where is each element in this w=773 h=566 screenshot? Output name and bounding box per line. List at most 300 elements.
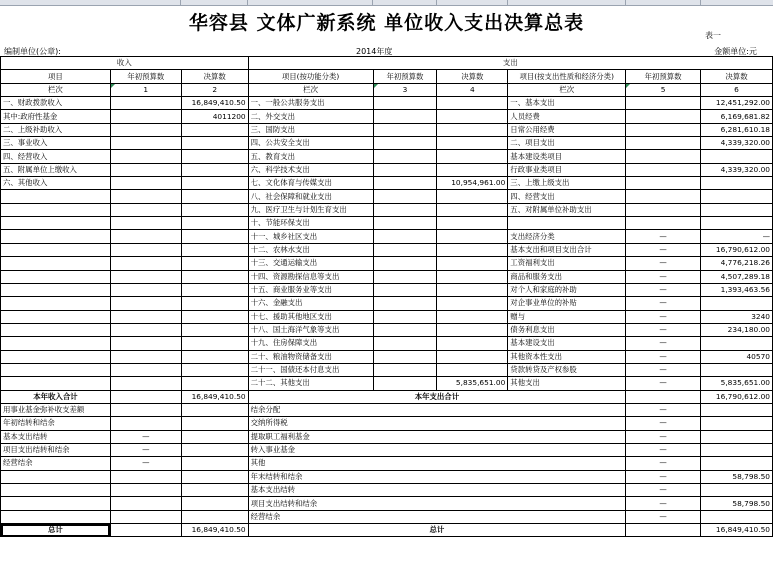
table-cell[interactable]: 其他 [248,457,626,470]
table-cell[interactable]: — [626,337,701,350]
col-budget[interactable]: 年初预算数 [373,70,437,83]
table-cell[interactable] [110,403,181,416]
table-cell[interactable] [181,177,248,190]
table-row [1,190,773,203]
table-cell[interactable] [181,123,248,136]
table-cell[interactable] [1,377,111,390]
table-cell[interactable] [437,323,508,336]
table-cell[interactable]: 行政事业类项目 [508,163,626,176]
table-cell[interactable] [1,337,111,350]
table-cell[interactable] [1,510,111,523]
table-cell[interactable] [110,497,181,510]
table-cell[interactable] [1,363,111,376]
table-cell[interactable] [181,430,248,443]
table-cell[interactable] [373,323,437,336]
table-cell[interactable] [181,417,248,430]
table-cell[interactable] [110,350,181,363]
table-cell[interactable] [437,163,508,176]
table-cell[interactable] [181,337,248,350]
table-cell[interactable]: 40570 [701,350,773,363]
table-cell[interactable]: 二、上级补助收入 [1,123,111,136]
table-cell[interactable]: 用事业基金弥补收支差额 [1,403,111,416]
table-cell[interactable] [626,190,701,203]
table-cell[interactable]: 16,849,410.50 [181,97,248,110]
table-cell[interactable] [437,337,508,350]
table-cell[interactable]: 十二、农林水支出 [248,243,373,256]
table-cell[interactable]: 四、经营收入 [1,150,111,163]
table-cell[interactable] [701,297,773,310]
col-label[interactable]: 栏次 [1,83,111,96]
table-row [1,97,773,110]
table-cell[interactable]: 58,798.50 [701,470,773,483]
table-cell[interactable] [701,190,773,203]
table-cell[interactable]: 4,507,289.18 [701,270,773,283]
table-cell[interactable]: 五、对附属单位补助支出 [508,203,626,216]
table-cell[interactable] [110,377,181,390]
col-item-econ[interactable]: 项目(按支出性质和经济分类) [508,70,626,83]
table-row [1,57,773,70]
table-cell[interactable]: 基本支出结转 [1,430,111,443]
table-cell[interactable] [110,163,181,176]
table-cell[interactable] [437,243,508,256]
table-cell[interactable] [701,484,773,497]
table-cell[interactable] [701,363,773,376]
table-cell[interactable]: 五、附属单位上缴收入 [1,163,111,176]
table-cell[interactable] [110,283,181,296]
table-cell[interactable] [437,310,508,323]
table-cell[interactable] [373,110,437,123]
table-cell[interactable] [1,217,111,230]
col-budget[interactable]: 年初预算数 [626,70,701,83]
table-cell[interactable]: — [626,230,701,243]
table-cell[interactable]: 3240 [701,310,773,323]
table-cell[interactable] [701,203,773,216]
table-cell[interactable]: 十九、住房保障支出 [248,337,373,350]
table-cell[interactable]: 234,180.00 [701,323,773,336]
table-cell[interactable] [626,203,701,216]
table-cell[interactable]: — [626,443,701,456]
table-cell[interactable]: — [110,443,181,456]
table-cell[interactable] [373,190,437,203]
table-cell[interactable]: — [110,430,181,443]
table-cell[interactable]: 十四、资源勘探信息等支出 [248,270,373,283]
table-cell[interactable] [181,403,248,416]
table-cell[interactable] [110,97,181,110]
table-cell[interactable] [626,150,701,163]
table-cell[interactable] [110,230,181,243]
table-cell[interactable]: 项目支出结转和结余 [1,443,111,456]
table-cell[interactable]: 六、其他收入 [1,177,111,190]
table-cell[interactable] [181,350,248,363]
table-cell[interactable]: 四、经营支出 [508,190,626,203]
table-cell[interactable]: 人员经费 [508,110,626,123]
table-cell[interactable] [437,150,508,163]
table-cell[interactable] [373,163,437,176]
col-num[interactable]: 6 [701,83,773,96]
table-cell[interactable]: 58,798.50 [701,497,773,510]
table-cell[interactable] [181,484,248,497]
table-cell[interactable] [110,270,181,283]
table-cell[interactable] [373,150,437,163]
table-cell[interactable] [181,510,248,523]
table-cell[interactable]: — [110,457,181,470]
table-row [1,470,773,483]
grand-total-label[interactable]: 总计 [1,524,111,537]
table-cell[interactable] [508,217,626,230]
table-cell[interactable] [1,243,111,256]
table-cell[interactable] [437,363,508,376]
table-row [1,310,773,323]
table-cell[interactable]: 6,169,681.82 [701,110,773,123]
table-cell[interactable] [1,283,111,296]
table-cell[interactable]: 基本建设类项目 [508,150,626,163]
table-cell[interactable] [437,110,508,123]
income-total-label[interactable]: 本年收入合计 [1,390,111,403]
table-cell[interactable]: 4,339,320.00 [701,137,773,150]
table-cell[interactable]: 其中:政府性基金 [1,110,111,123]
table-cell[interactable]: 16,790,612.00 [701,243,773,256]
table-cell[interactable] [110,297,181,310]
col-final[interactable]: 决算数 [701,70,773,83]
table-cell[interactable] [110,150,181,163]
col-final[interactable]: 决算数 [181,70,248,83]
table-cell[interactable] [110,363,181,376]
table-cell[interactable] [437,270,508,283]
table-cell[interactable] [110,323,181,336]
table-cell[interactable]: 6,281,610.18 [701,123,773,136]
table-cell[interactable]: 结余分配 [248,403,626,416]
grand-total-label-right[interactable]: 总计 [248,524,626,537]
table-cell[interactable]: 一、财政拨款收入 [1,97,111,110]
table-cell[interactable] [1,484,111,497]
table-cell[interactable] [181,217,248,230]
table-cell[interactable] [437,297,508,310]
table-cell[interactable] [181,243,248,256]
table-cell[interactable]: 十、节能环保支出 [248,217,373,230]
table-cell[interactable]: 四、公共安全支出 [248,137,373,150]
table-cell[interactable]: — [626,297,701,310]
table-cell[interactable] [110,524,181,537]
table-cell[interactable]: 提取职工福利基金 [248,430,626,443]
table-row [1,377,773,390]
table-cell[interactable]: — [626,497,701,510]
table-row [1,123,773,136]
table-cell[interactable]: 二十二、其他支出 [248,377,373,390]
table-cell[interactable] [626,390,701,403]
table-row [1,137,773,150]
table-row [1,70,773,83]
table-cell[interactable] [110,257,181,270]
table-cell[interactable]: 转入事业基金 [248,443,626,456]
table-cell[interactable] [701,150,773,163]
table-cell[interactable]: — [701,230,773,243]
table-cell[interactable]: 年末结转和结余 [248,470,626,483]
table-cell[interactable] [110,177,181,190]
table-cell[interactable] [701,417,773,430]
table-cell[interactable] [701,443,773,456]
table-cell[interactable] [1,190,111,203]
col-num[interactable]: 5 [626,83,701,96]
table-cell[interactable] [110,217,181,230]
table-cell[interactable] [701,177,773,190]
table-cell[interactable]: — [626,484,701,497]
table-cell[interactable]: 其他支出 [508,377,626,390]
table-cell[interactable] [373,243,437,256]
col-num[interactable]: 2 [181,83,248,96]
table-cell[interactable]: 一、一般公共服务支出 [248,97,373,110]
table-cell[interactable]: — [626,310,701,323]
table-cell[interactable]: — [626,403,701,416]
table-cell[interactable]: 十七、援助其他地区支出 [248,310,373,323]
table-cell[interactable] [626,137,701,150]
table-cell[interactable] [701,403,773,416]
table-cell[interactable]: 5,835,651.00 [701,377,773,390]
table-cell[interactable] [437,190,508,203]
table-cell[interactable] [181,283,248,296]
table-cell[interactable]: 12,451,292.00 [701,97,773,110]
table-cell[interactable]: 二、项目支出 [508,137,626,150]
table-cell[interactable] [110,110,181,123]
table-cell[interactable]: — [626,257,701,270]
table-cell[interactable] [1,497,111,510]
table-cell[interactable]: 二、外交支出 [248,110,373,123]
table-cell[interactable] [626,163,701,176]
table-cell[interactable] [437,137,508,150]
table-cell[interactable] [373,297,437,310]
grand-total-right[interactable]: 16,849,410.50 [701,524,773,537]
table-cell[interactable]: 二十、粮油物资储备支出 [248,350,373,363]
table-cell[interactable]: 年初结转和结余 [1,417,111,430]
unit-label: 编制单位(公章): [4,47,61,56]
table-cell[interactable]: — [626,363,701,376]
table-cell[interactable] [437,257,508,270]
table-cell[interactable] [1,350,111,363]
table-cell[interactable]: 三、国防支出 [248,123,373,136]
table-cell[interactable] [373,350,437,363]
table-cell[interactable] [373,217,437,230]
table-cell[interactable]: — [626,350,701,363]
table-cell[interactable]: 交纳所得税 [248,417,626,430]
table-cell[interactable]: 六、科学技术支出 [248,163,373,176]
table-cell[interactable]: — [626,243,701,256]
table-cell[interactable] [373,310,437,323]
table-cell[interactable]: 1,393,463.56 [701,283,773,296]
table-cell[interactable]: — [626,430,701,443]
col-final[interactable]: 决算数 [437,70,508,83]
table-cell[interactable] [110,203,181,216]
table-cell[interactable] [1,203,111,216]
table-cell[interactable] [626,217,701,230]
table-cell[interactable] [181,257,248,270]
table-cell[interactable]: 商品和服务支出 [508,270,626,283]
table-cell[interactable]: 经营结余 [248,510,626,523]
table-cell[interactable] [437,283,508,296]
expense-total-value[interactable]: 16,790,612.00 [701,390,773,403]
table-cell[interactable] [110,417,181,430]
table-row [1,217,773,230]
table-cell[interactable] [1,230,111,243]
table-cell[interactable]: 八、社会保障和就业支出 [248,190,373,203]
table-cell[interactable] [437,123,508,136]
expense-total-label[interactable]: 本年支出合计 [248,390,626,403]
table-cell[interactable] [626,524,701,537]
table-cell[interactable]: 一、基本支出 [508,97,626,110]
table-cell[interactable] [701,337,773,350]
table-cell[interactable]: 对个人和家庭的补助 [508,283,626,296]
table-cell[interactable]: 十一、城乡社区支出 [248,230,373,243]
table-cell[interactable] [1,270,111,283]
table-cell[interactable] [110,310,181,323]
table-cell[interactable] [373,123,437,136]
table-row [1,350,773,363]
table-cell[interactable]: 贷款转贷及产权参股 [508,363,626,376]
table-cell[interactable] [373,283,437,296]
table-row [1,283,773,296]
table-cell[interactable]: — [626,470,701,483]
table-cell[interactable]: — [626,270,701,283]
table-row [1,243,773,256]
table-cell[interactable]: 4,339,320.00 [701,163,773,176]
table-cell[interactable]: — [626,283,701,296]
col-item-func[interactable]: 项目(按功能分类) [248,70,373,83]
table-cell[interactable]: 基本支出和项目支出合计 [508,243,626,256]
table-cell[interactable] [373,337,437,350]
table-cell[interactable] [181,137,248,150]
table-row [1,417,773,430]
table-cell[interactable] [437,203,508,216]
table-cell[interactable]: 支出经济分类 [508,230,626,243]
table-cell[interactable]: 项目支出结转和结余 [248,497,626,510]
table-cell[interactable] [701,430,773,443]
table-cell[interactable]: 基本建设支出 [508,337,626,350]
table-cell[interactable] [1,257,111,270]
table-cell[interactable]: 十三、交通运输支出 [248,257,373,270]
table-cell[interactable] [626,97,701,110]
table-cell[interactable] [437,97,508,110]
table-cell[interactable] [110,484,181,497]
table-cell[interactable] [110,337,181,350]
table-cell[interactable] [1,297,111,310]
table-cell[interactable]: 4011200 [181,110,248,123]
table-cell[interactable] [110,510,181,523]
col-num[interactable]: 3 [373,83,437,96]
table-cell[interactable] [181,163,248,176]
table-cell[interactable] [373,137,437,150]
table-cell[interactable]: 赠与 [508,310,626,323]
table-cell[interactable] [626,110,701,123]
table-cell[interactable] [110,390,181,403]
table-cell[interactable] [181,230,248,243]
table-cell[interactable] [373,230,437,243]
table-cell[interactable] [110,123,181,136]
table-cell[interactable]: 基本支出结转 [248,484,626,497]
table-cell[interactable]: 二十一、国债还本付息支出 [248,363,373,376]
table-cell[interactable]: — [626,323,701,336]
table-cell[interactable] [437,350,508,363]
col-item[interactable]: 项目 [1,70,111,83]
table-cell[interactable]: 日常公用经费 [508,123,626,136]
table-cell[interactable] [181,457,248,470]
table-cell[interactable]: 三、上缴上级支出 [508,177,626,190]
col-label[interactable]: 栏次 [248,83,373,96]
table-cell[interactable]: 九、医疗卫生与计划生育支出 [248,203,373,216]
table-cell[interactable]: — [626,510,701,523]
table-cell[interactable] [1,470,111,483]
table-cell[interactable] [181,297,248,310]
col-num[interactable]: 4 [437,83,508,96]
table-cell[interactable]: 十五、商业服务业等支出 [248,283,373,296]
table-cell[interactable]: 十八、国土海洋气象等支出 [248,323,373,336]
table-cell[interactable] [373,377,437,390]
table-row [1,390,773,403]
table-cell[interactable]: 五、教育支出 [248,150,373,163]
table-cell[interactable]: 债务利息支出 [508,323,626,336]
col-label[interactable]: 栏次 [508,83,626,96]
income-header[interactable]: 收入 [1,57,249,70]
table-cell[interactable] [110,243,181,256]
table-cell[interactable] [626,177,701,190]
table-cell[interactable] [181,323,248,336]
table-cell[interactable] [181,470,248,483]
table-cell[interactable] [373,270,437,283]
expense-header[interactable]: 支出 [248,57,772,70]
table-cell[interactable]: 其他资本性支出 [508,350,626,363]
table-cell[interactable]: 经营结余 [1,457,111,470]
col-budget[interactable]: 年初预算数 [110,70,181,83]
table-cell[interactable]: 对企事业单位的补贴 [508,297,626,310]
table-cell[interactable] [373,177,437,190]
table-cell[interactable]: 十六、金融支出 [248,297,373,310]
table-cell[interactable] [181,203,248,216]
table-cell[interactable] [181,497,248,510]
table-cell[interactable] [1,310,111,323]
table-cell[interactable]: 工资福利支出 [508,257,626,270]
table-cell[interactable]: — [626,457,701,470]
table-cell[interactable] [110,470,181,483]
table-cell[interactable] [181,150,248,163]
table-cell[interactable]: 10,954,961.00 [437,177,508,190]
table-cell[interactable] [181,310,248,323]
table-cell[interactable] [373,203,437,216]
table-cell[interactable] [181,363,248,376]
table-cell[interactable] [373,97,437,110]
table-cell[interactable] [181,377,248,390]
table-cell[interactable] [110,137,181,150]
table-cell[interactable] [437,217,508,230]
table-cell[interactable] [1,323,111,336]
table-cell[interactable]: 七、文化体育与传媒支出 [248,177,373,190]
table-cell[interactable]: — [626,417,701,430]
table-cell[interactable] [626,123,701,136]
table-cell[interactable] [701,217,773,230]
grand-total-left[interactable]: 16,849,410.50 [181,524,248,537]
income-total-value[interactable]: 16,849,410.50 [181,390,248,403]
table-cell[interactable] [110,190,181,203]
table-cell[interactable] [373,257,437,270]
table-cell[interactable]: 5,835,651.00 [437,377,508,390]
col-num[interactable]: 1 [110,83,181,96]
table-cell[interactable] [181,190,248,203]
table-cell[interactable] [437,230,508,243]
table-cell[interactable]: — [626,377,701,390]
table-cell[interactable] [701,457,773,470]
table-cell[interactable] [701,510,773,523]
table-cell[interactable] [373,363,437,376]
table-cell[interactable] [181,270,248,283]
table-cell[interactable]: 4,776,218.26 [701,257,773,270]
table-cell[interactable] [181,443,248,456]
table-cell[interactable]: 三、事业收入 [1,137,111,150]
